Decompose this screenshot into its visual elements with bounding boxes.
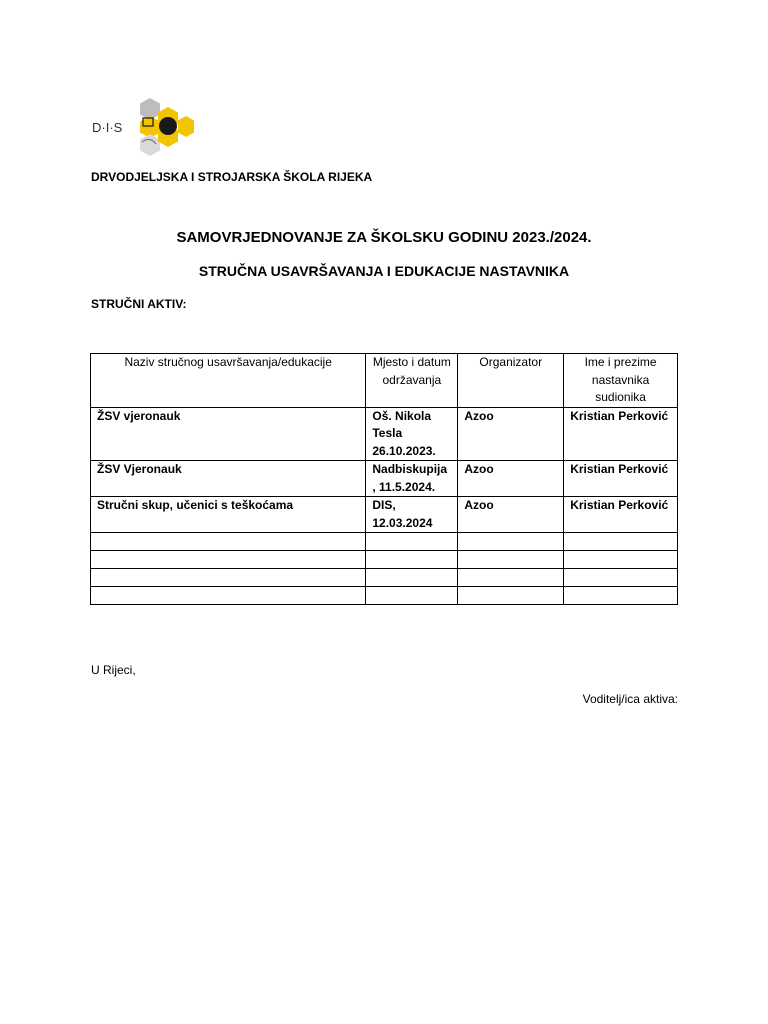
document-subtitle: STRUČNA USAVRŠAVANJA I EDUKACIJE NASTAVNIKA: [198, 263, 570, 279]
table-row: [91, 461, 678, 497]
table-cell: Stručni skup, učenici s teškoćama: [91, 497, 366, 533]
table-cell: Nadbiskupija , 11.5.2024.: [366, 461, 458, 497]
aktiv-label: STRUČNI AKTIV:: [91, 297, 187, 311]
logo-text: D·I·S: [92, 120, 123, 135]
table-cell: Kristian Perković: [564, 407, 678, 461]
school-logo: [90, 96, 194, 158]
table-cell: Azoo: [458, 407, 564, 461]
table-cell: Oš. Nikola Tesla 26.10.2023.: [366, 407, 458, 461]
empty-table-row: [91, 551, 678, 569]
table-cell: Azoo: [458, 497, 564, 533]
training-table: [90, 353, 678, 605]
empty-table-row: [91, 533, 678, 551]
table-cell: Kristian Perković: [564, 497, 678, 533]
table-cell: Azoo: [458, 461, 564, 497]
table-row: [91, 407, 678, 461]
table-header-row: [91, 354, 678, 408]
table-cell: DIS, 12.03.2024: [366, 497, 458, 533]
table-cell: Kristian Perković: [564, 461, 678, 497]
column-header-organizator: Organizator: [458, 354, 564, 408]
school-name: DRVODJELJSKA I STROJARSKA ŠKOLA RIJEKA: [91, 170, 373, 184]
empty-table-row: [91, 587, 678, 605]
column-header-naziv: Naziv stručnog usavršavanja/edukacije: [91, 354, 366, 408]
column-header-sudionik: Ime i prezime nastavnika sudionika: [564, 354, 678, 408]
place-label: U Rijeci,: [91, 663, 136, 677]
column-header-mjesto: Mjesto i datum održavanja: [366, 354, 458, 408]
empty-table-row: [91, 569, 678, 587]
table-row: [91, 497, 678, 533]
table-cell: ŽSV vjeronauk: [91, 407, 366, 461]
leader-signature-label: Voditelj/ica aktiva:: [582, 692, 678, 706]
table-cell: ŽSV Vjeronauk: [91, 461, 366, 497]
document-title: SAMOVRJEDNOVANJE ZA ŠKOLSKU GODINU 2023./2024.: [176, 229, 592, 246]
